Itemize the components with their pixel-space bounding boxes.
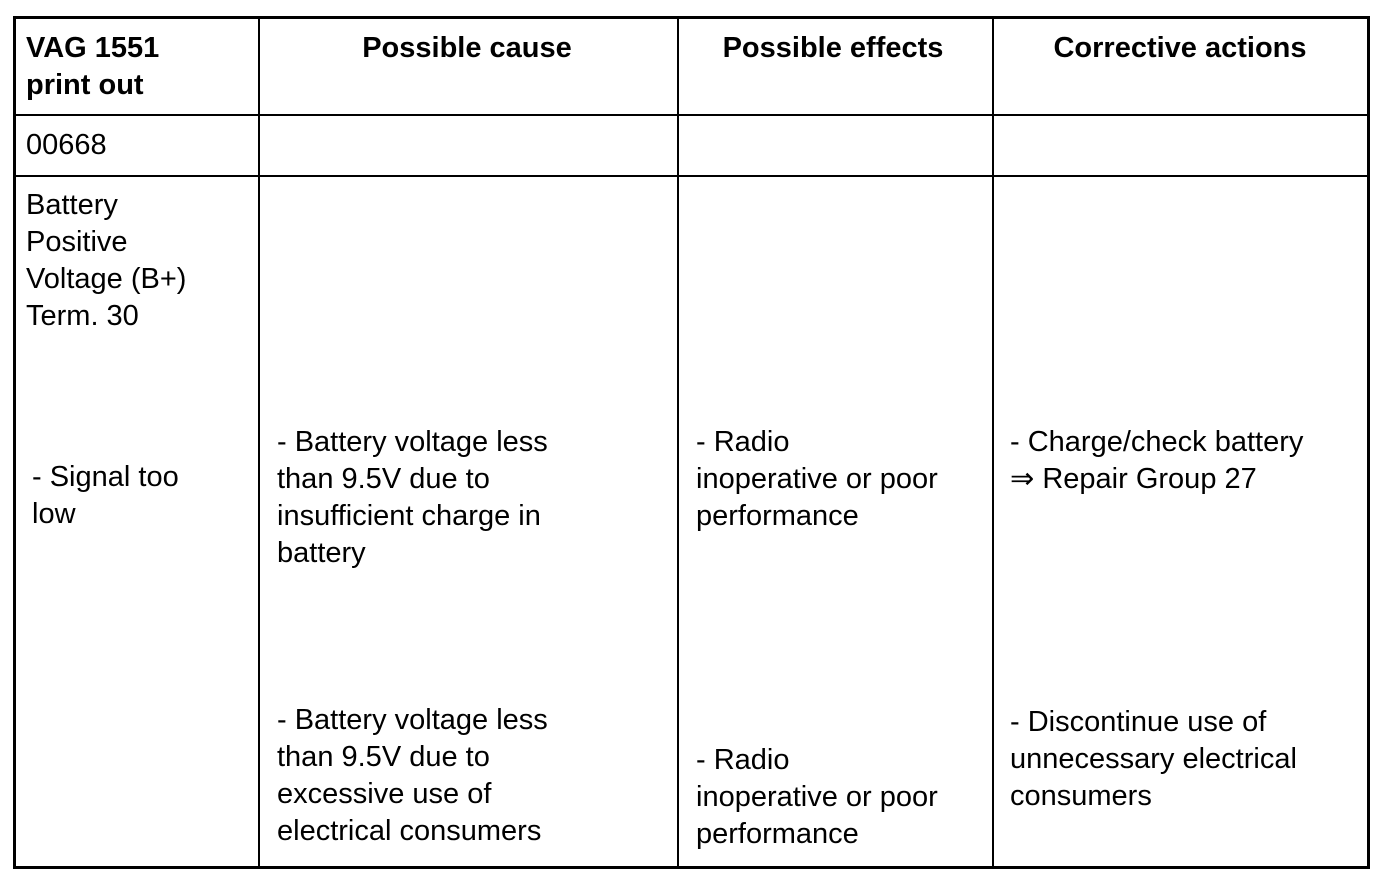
column-divider [992,19,994,866]
cause-1-line2: than 9.5V due to [277,463,490,495]
row-divider [16,175,1367,177]
effect-2-line3: performance [696,818,859,850]
component-line4: Term. 30 [26,300,139,332]
header-possible-effects: Possible effects [722,32,944,64]
column-divider [677,19,679,866]
effect-2-line2: inoperative or poor [696,781,938,813]
component-line2: Positive [26,226,128,258]
fault-code: 00668 [26,129,107,161]
cause-2-line1: - Battery voltage less [277,704,548,736]
action-2-line1: - Discontinue use of [1010,706,1267,738]
cause-1-line1: - Battery voltage less [277,426,548,458]
effect-1-line3: performance [696,500,859,532]
header-corrective-actions: Corrective actions [1053,32,1307,64]
symptom-line2: low [32,498,76,530]
effect-1-line1: - Radio [696,426,790,458]
component-line3: Voltage (B+) [26,263,187,295]
cause-2-line4: electrical consumers [277,815,542,847]
action-2-line3: consumers [1010,780,1152,812]
cause-1-line3: insufficient charge in [277,500,541,532]
action-2-line2: unnecessary electrical [1010,743,1297,775]
effect-2-line1: - Radio [696,744,790,776]
cause-1-line4: battery [277,537,366,569]
column-divider [258,19,260,866]
action-1-line1: - Charge/check battery [1010,426,1304,458]
component-line1: Battery [26,189,118,221]
header-vag-print-out-line2: print out [26,69,144,101]
symptom-line1: - Signal too [32,461,179,493]
row-divider [16,114,1367,116]
cause-2-line3: excessive use of [277,778,492,810]
header-possible-cause: Possible cause [362,32,572,64]
cause-2-line2: than 9.5V due to [277,741,490,773]
effect-1-line2: inoperative or poor [696,463,938,495]
header-vag-print-out-line1: VAG 1551 [26,32,160,64]
action-1-line2: ⇒ Repair Group 27 [1010,463,1257,495]
